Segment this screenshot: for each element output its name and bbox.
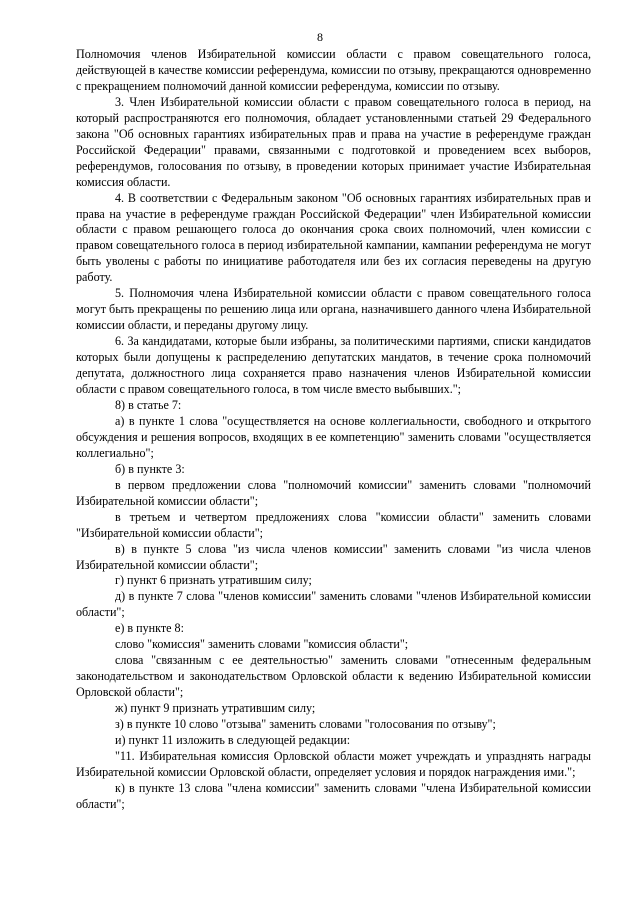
paragraph: "11. Избирательная комиссия Орловской области может учреждать и упразднять награды Избирательной комиссии Орловской области, определяет условия и порядок награждения ими."; bbox=[76, 748, 591, 779]
paragraph: в первом предложении слова "полномочий комиссии" заменить словами "полномочий Избирательной комиссии области"; bbox=[76, 477, 591, 508]
paragraph: Полномочия членов Избирательной комиссии области с правом совещательного голоса, действующей в качестве комиссии референдума, комиссии по отзыву, прекращаются одновременно с прекращением полномочий данной комиссии референдума, комиссии по отзыву. bbox=[76, 47, 591, 93]
document-body bbox=[76, 47, 591, 813]
paragraph: з) в пункте 10 слово "отзыва" заменить словами "голосования по отзыву"; bbox=[115, 717, 496, 732]
paragraph: ж) пункт 9 признать утратившим силу; bbox=[115, 701, 316, 716]
paragraph: е) в пункте 8: bbox=[115, 621, 184, 636]
paragraph: 6. За кандидатами, которые были избраны, за политическими партиями, списки кандидатов которых были допущены к распределению депутатских мандатов, в течение срока полномочий депутата, должностного лица сохраняется право назначения членов Избирательной комиссии области с правом совещательного голоса, в том числе вместо выбывших."; bbox=[76, 334, 591, 397]
paragraph: а) в пункте 1 слова "осуществляется на основе коллегиальности, свободного и открытого обсуждения и решения вопросов, входящих в ее компетенцию" заменить словами "осуществляется коллегиально"; bbox=[76, 413, 591, 460]
paragraph: 3. Член Избирательной комиссии области с правом совещательного голоса в период, на который распространяются его полномочия, обладает установленными статьей 29 Федерального закона "Об основных гарантиях избирательных прав и права на участие в референдуме граждан Российской Федерации" правами, связанными с подготовкой и проведением всех выборов, референдумов, голосования по отзыву, в проведении которых принимает участие Избирательная комиссия области. bbox=[76, 94, 591, 189]
paragraph: 5. Полномочия члена Избирательной комиссии области с правом совещательного голоса могут быть прекращены по решению лица или органа, назначившего данного члена Избирательной комиссии области, и переданы другому лицу. bbox=[76, 286, 591, 333]
paragraph: д) в пункте 7 слова "членов комиссии" заменить словами "членов Избирательной комиссии области"; bbox=[76, 589, 591, 620]
paragraph: к) в пункте 13 слова "члена комиссии" заменить словами "члена Избирательной комиссии области"; bbox=[76, 780, 591, 811]
paragraph: 4. В соответствии с Федеральным законом "Об основных гарантиях избирательных прав и права на участие в референдуме граждан Российской Федерации" член Избирательной комиссии области с правом решающего голоса до окончания срока своих полномочий, член комиссии с правом совещательного голоса в период избирательной кампании, кампании референдума не могут быть уволены с работы по инициативе работодателя или без их согласия переведены на другую работу. bbox=[76, 190, 591, 285]
page-number: 8 bbox=[317, 30, 323, 44]
paragraph: г) пункт 6 признать утратившим силу; bbox=[115, 573, 312, 588]
paragraph: в третьем и четвертом предложениях слова "комиссии области" заменить словами "Избирательной комиссии области"; bbox=[76, 509, 591, 540]
paragraph: б) в пункте 3: bbox=[115, 461, 185, 476]
paragraph: и) пункт 11 изложить в следующей редакции: bbox=[115, 732, 351, 747]
paragraph: 8) в статье 7: bbox=[115, 397, 182, 412]
paragraph: слова "связанным с ее деятельностью" заменить словами "отнесенным федеральным законодательством и законодательством Орловской области к ведению Избирательной комиссии Орловской области"; bbox=[76, 653, 591, 700]
paragraph: в) в пункте 5 слова "из числа членов комиссии" заменить словами "из числа членов Избирательной комиссии области"; bbox=[76, 541, 591, 572]
paragraph: слово "комиссия" заменить словами "комиссия области"; bbox=[115, 637, 409, 652]
